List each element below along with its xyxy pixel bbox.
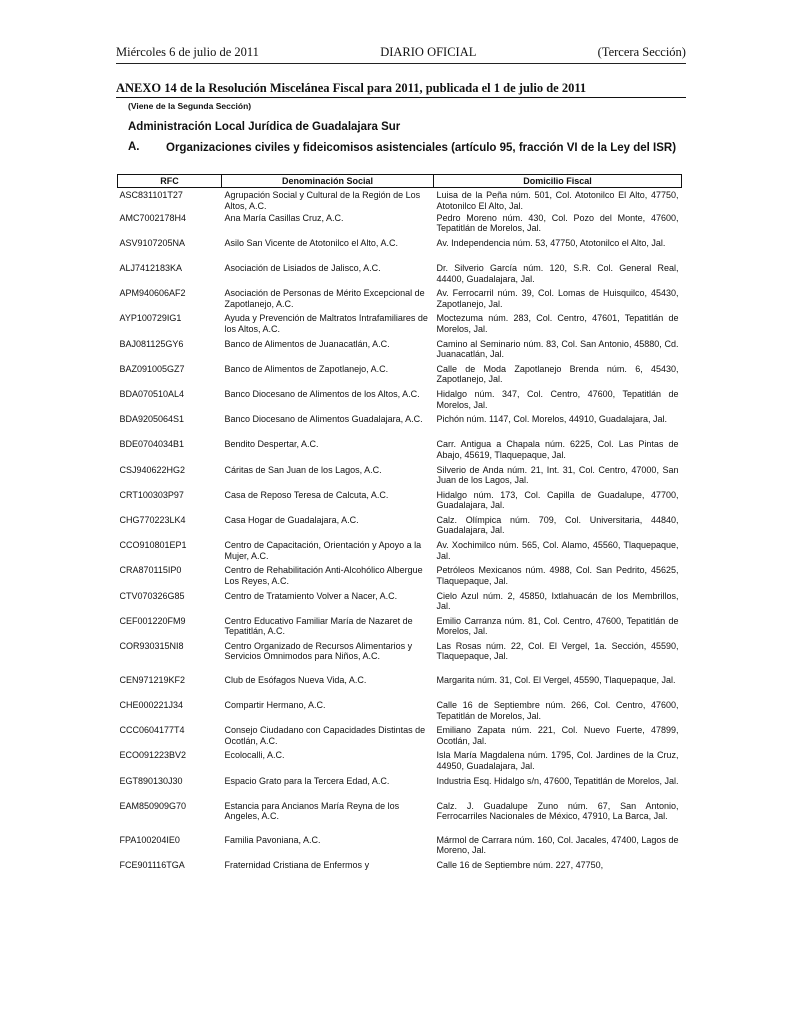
cell-rfc: CCO910801EP1 xyxy=(119,540,187,551)
cell-address: Pichón núm. 1147, Col. Morelos, 44910, Guadalajara, Jal. xyxy=(436,414,667,425)
cell-rfc: CRT100303P97 xyxy=(119,489,184,500)
cell-name: Ecolocalli, A.C. xyxy=(224,750,285,761)
table-row xyxy=(118,641,682,675)
cell-rfc: CCC0604177T4 xyxy=(119,725,185,736)
cell-name: Familia Pavoniana, A.C. xyxy=(224,834,321,845)
cell-name: Ana María Casillas Cruz, A.C. xyxy=(224,212,344,223)
cell-name: Cáritas de San Juan de los Lagos, A.C. xyxy=(224,464,382,475)
cell-address: Dr. Silverio García núm. 120, S.R. Col. General Real, 44400, Guadalajara, Jal. xyxy=(436,263,679,284)
table-row xyxy=(118,725,682,750)
cell-name: Club de Esófagos Nueva Vida, A.C. xyxy=(224,674,367,685)
table-row xyxy=(118,213,682,238)
cell-rfc: AYP100729IG1 xyxy=(119,313,182,324)
cell-address: Pedro Moreno núm. 430, Col. Pozo del Monte, 47600, Tepatitlán de Morelos, Jal. xyxy=(436,212,679,234)
cell-rfc: EGT890130J30 xyxy=(119,775,183,786)
cell-address: Emiliano Zapata núm. 221, Col. Nuevo Fuerte, 47899, Ocotlán, Jal. xyxy=(436,725,679,746)
cell-name: Banco Diocesano de Alimentos Guadalajara, A.C. xyxy=(224,414,423,425)
cell-address: Hidalgo núm. 347, Col. Centro, 47600, Tepatitlán de Morelos, Jal. xyxy=(436,389,679,410)
cell-name: Agrupación Social y Cultural de la Región de Los Altos, A.C. xyxy=(224,190,421,211)
table-row xyxy=(118,675,682,700)
page-header xyxy=(116,44,686,60)
cell-address: Av. Independencia núm. 53, 47750, Atotonilco el Alto, Jal. xyxy=(436,237,666,248)
cell-address: Silverio de Anda núm. 21, Int. 31, Col. Centro, 47000, San Juan de los Lagos, Jal. xyxy=(436,464,679,486)
cell-name: Centro de Tratamiento Volver a Nacer, A.C. xyxy=(224,590,398,601)
cell-address: Hidalgo núm. 173, Col. Capilla de Guadalupe, 47700, Guadalajara, Jal. xyxy=(436,489,679,511)
cell-address: Av. Xochimilco núm. 565, Col. Alamo, 45560, Tlaquepaque, Jal. xyxy=(436,540,679,561)
table-row xyxy=(118,540,682,565)
cell-address: Mármol de Carrara núm. 160, Col. Jacales, 47400, Lagos de Moreno, Jal. xyxy=(436,834,679,856)
table-row xyxy=(118,700,682,725)
cell-name: Banco Diocesano de Alimentos de los Altos, A.C. xyxy=(224,389,420,399)
cell-address: Emilio Carranza núm. 81, Col. Centro, 47600, Tepatitlán de Morelos, Jal. xyxy=(436,615,679,637)
continuation-note: (Viene de la Segunda Sección) xyxy=(128,101,252,111)
cell-address: Calle de Moda Zapotlanejo Brenda núm. 6, 45430, Zapotlanejo, Jal. xyxy=(436,363,679,385)
cell-address: Las Rosas núm. 22, Col. El Vergel, 1a. Sección, 45590, Tlaquepaque, Jal. xyxy=(436,640,679,662)
cell-name: Consejo Ciudadano con Capacidades Distintas de Ocotlán, A.C. xyxy=(224,725,426,746)
cell-address: Calz. Olímpica núm. 709, Col. Universitaria, 44840, Guadalajara, Jal. xyxy=(436,514,679,536)
cell-rfc: EAM850909G70 xyxy=(119,800,187,811)
section-title: Organizaciones civiles y fideicomisos asistenciales (artículo 95, fracción VI de la Ley del ISR) xyxy=(166,142,677,154)
cell-rfc: CEN971219KF2 xyxy=(119,674,186,685)
table-row xyxy=(118,776,682,801)
header-section: (Tercera Sección) xyxy=(597,44,686,59)
table-row xyxy=(118,389,682,414)
table-row xyxy=(118,565,682,590)
cell-name: Centro Organizado de Recursos Alimentarios y Servicios Omnimodos para Niños, A.C. xyxy=(224,640,413,662)
cell-address: Calz. J. Guadalupe Zuno núm. 67, San Antonio, Ferrocarriles Nacionales de México, 47910, La Barca, Jal. xyxy=(436,800,679,822)
cell-name: Centro Educativo Familiar María de Nazaret de Tepatitlán, A.C. xyxy=(224,615,413,637)
cell-rfc: CTV070326G85 xyxy=(119,590,185,601)
annex-title: ANEXO 14 de la Resolución Miscelánea Fiscal para 2011, publicada el 1 de julio de 2011 xyxy=(116,81,587,95)
cell-address: Cielo Azul núm. 2, 45850, Ixtlahuacán de los Membrillos, Jal. xyxy=(436,590,679,611)
table-header-row xyxy=(118,175,682,188)
cell-rfc: BDE0704034B1 xyxy=(119,439,185,450)
cell-name: Centro de Rehabilitación Anti-Alcohólico Albergue Los Reyes, A.C. xyxy=(224,565,423,586)
cell-name: Bendito Despertar, A.C. xyxy=(224,439,319,450)
cell-rfc: CHE000221J34 xyxy=(119,700,184,711)
table-row xyxy=(118,835,682,860)
table-row xyxy=(118,364,682,389)
cell-rfc: CEF001220FM9 xyxy=(119,615,186,626)
cell-rfc: ALJ7412183KA xyxy=(119,263,183,274)
cell-rfc: COR930315NI8 xyxy=(119,640,184,651)
admin-title: Administración Local Jurídica de Guadalajara Sur xyxy=(128,121,401,133)
cell-rfc: BAJ081125GY6 xyxy=(119,338,184,349)
cell-rfc: CSJ940622HG2 xyxy=(119,464,186,475)
cell-address: Carr. Antigua a Chapala núm. 6225, Col. Las Pintas de Abajo, 45619, Tlaquepaque, Jal. xyxy=(436,439,679,460)
table-row xyxy=(118,263,682,288)
cell-rfc: BAZ091005GZ7 xyxy=(119,363,185,374)
cell-name: Banco de Alimentos de Zapotlanejo, A.C. xyxy=(224,363,389,374)
cell-rfc: FPA100204IE0 xyxy=(119,834,180,845)
table-row xyxy=(118,313,682,338)
cell-rfc: FCE901116TGA xyxy=(119,860,185,870)
cell-rfc: APM940606AF2 xyxy=(119,288,186,299)
section-letter: A. xyxy=(128,141,140,153)
cell-name: Ayuda y Prevención de Maltratos Intrafamiliares de los Altos, A.C. xyxy=(224,313,428,334)
cell-address: Av. Ferrocarril núm. 39, Col. Lomas de Huisquilco, 45430, Zapotlanejo, Jal. xyxy=(436,288,679,309)
cell-address: Calle 16 de Septiembre núm. 227, 47750, xyxy=(436,860,604,870)
annex-divider xyxy=(116,97,686,98)
table-row xyxy=(118,801,682,835)
cell-name: Centro de Capacitación, Orientación y Apoyo a la Mujer, A.C. xyxy=(224,540,422,561)
column-header-rfc: RFC xyxy=(118,175,222,188)
table-row xyxy=(118,339,682,364)
cell-address: Moctezuma núm. 283, Col. Centro, 47601, Tepatitlán de Morelos, Jal. xyxy=(436,313,679,334)
table-row xyxy=(118,188,682,213)
cell-rfc: ASV9107205NA xyxy=(119,237,186,248)
cell-rfc: AMC7002178H4 xyxy=(119,212,187,223)
header-publication: DIARIO OFICIAL xyxy=(380,44,477,59)
header-divider xyxy=(116,63,686,64)
cell-name: Banco de Alimentos de Juanacatlán, A.C. xyxy=(224,338,390,349)
table-row xyxy=(118,238,682,263)
table-row xyxy=(118,750,682,775)
table-row xyxy=(118,490,682,515)
column-header-name: Denominación Social xyxy=(222,175,434,188)
cell-address: Camino al Seminario núm. 83, Col. San Antonio, 45880, Cd. Juanacatlán, Jal. xyxy=(436,338,679,360)
cell-name: Fraternidad Cristiana de Enfermos y xyxy=(224,860,370,870)
table-row xyxy=(118,860,682,885)
table-row xyxy=(118,439,682,464)
cell-address: Industria Esq. Hidalgo s/n, 47600, Tepatitlán de Morelos, Jal. xyxy=(436,775,679,786)
cell-name: Asociación de Lisiados de Jalisco, A.C. xyxy=(224,263,381,274)
cell-address: Isla María Magdalena núm. 1795, Col. Jardines de la Cruz, 44950, Guadalajara, Jal. xyxy=(436,750,679,771)
cell-rfc: BDA070510AL4 xyxy=(119,389,185,399)
cell-name: Casa Hogar de Guadalajara, A.C. xyxy=(224,514,359,525)
table-row xyxy=(118,414,682,439)
organizations-table xyxy=(117,174,682,885)
cell-name: Espacio Grato para la Tercera Edad, A.C. xyxy=(224,775,390,786)
header-date: Miércoles 6 de julio de 2011 xyxy=(116,44,259,59)
table-row xyxy=(118,616,682,641)
cell-name: Asociación de Personas de Mérito Excepcional de Zapotlanejo, A.C. xyxy=(224,288,425,309)
cell-address: Luisa de la Peña núm. 501, Col. Atotonilco El Alto, 47750, Atotonilco El Alto, Jal. xyxy=(436,190,679,211)
cell-rfc: ASC831101T27 xyxy=(119,190,183,200)
cell-address: Margarita núm. 31, Col. El Vergel, 45590, Tlaquepaque, Jal. xyxy=(436,674,676,685)
cell-name: Compartir Hermano, A.C. xyxy=(224,700,326,711)
cell-name: Asilo San Vicente de Atotonilco el Alto, A.C. xyxy=(224,237,398,248)
table-body xyxy=(118,188,682,886)
cell-rfc: BDA9205064S1 xyxy=(119,414,185,425)
cell-name: Casa de Reposo Teresa de Calcuta, A.C. xyxy=(224,489,389,500)
table-row xyxy=(118,288,682,313)
table-row xyxy=(118,515,682,540)
table-row xyxy=(118,465,682,490)
column-header-address: Domicilio Fiscal xyxy=(434,175,682,188)
cell-rfc: CRA870115IP0 xyxy=(119,565,182,576)
cell-address: Calle 16 de Septiembre núm. 266, Col. Centro, 47600, Tepatitlán de Morelos, Jal. xyxy=(436,700,679,721)
cell-address: Petróleos Mexicanos núm. 4988, Col. San Pedrito, 45625, Tlaquepaque, Jal. xyxy=(436,565,679,586)
cell-name: Estancia para Ancianos María Reyna de los Angeles, A.C. xyxy=(224,800,400,822)
cell-rfc: ECO091223BV2 xyxy=(119,750,187,761)
cell-rfc: CHG770223LK4 xyxy=(119,514,186,525)
table-row xyxy=(118,591,682,616)
